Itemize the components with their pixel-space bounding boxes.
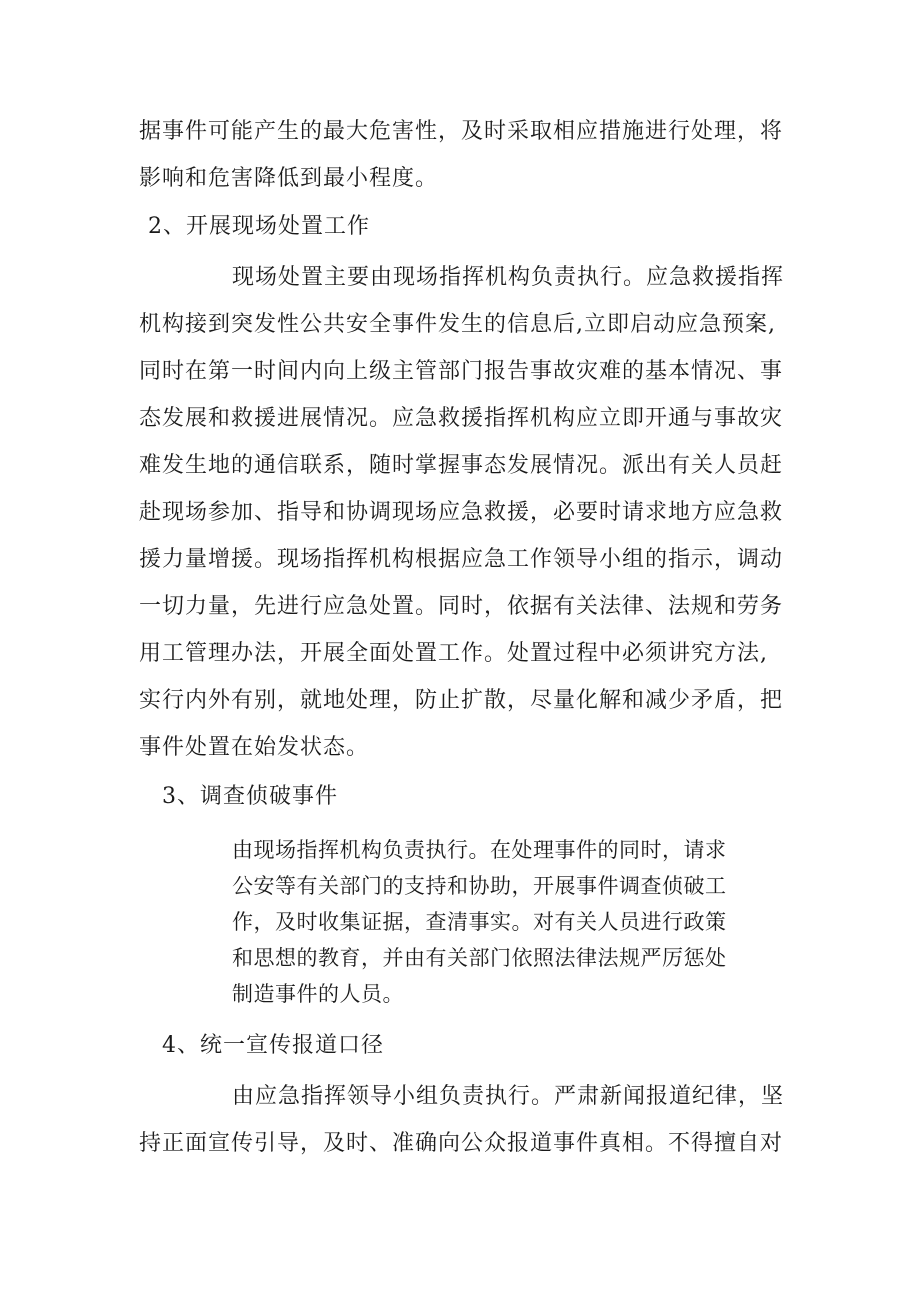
paragraph-line: 难发生地的通信联系，随时掌握事态发展情况。派出有关人员赶 xyxy=(139,453,784,478)
paragraph-line: 赴现场参加、指导和协调现场应急救援，必要时请求地方应急救 xyxy=(139,500,784,525)
section-heading: 3、调查侦破事件 xyxy=(162,784,338,809)
paragraph-line: 据事件可能产生的最大危害性，及时采取相应措施进行处理，将 xyxy=(139,119,784,144)
paragraph-line: 影响和危害降低到最小程度。 xyxy=(139,166,439,191)
paragraph-line: 现场处置主要由现场指挥机构负责执行。应急救援指挥 xyxy=(232,265,785,290)
paragraph-line: 机构接到突发性公共安全事件发生的信息后,立即启动应急预案, xyxy=(139,312,776,337)
paragraph-line: 援力量增援。现场指挥机构根据应急工作领导小组的指示，调动 xyxy=(139,547,784,572)
paragraph-line: 和思想的教育，并由有关部门依照法律法规严厉惩处 xyxy=(232,946,727,970)
paragraph-line: 由应急指挥领导小组负责执行。严肃新闻报道纪律，坚 xyxy=(232,1084,785,1109)
paragraph-line: 制造事件的人员。 xyxy=(232,982,404,1006)
paragraph-line: 态发展和救援进展情况。应急救援指挥机构应立即开通与事故灾 xyxy=(139,406,784,431)
section-heading: 4、统一宣传报道口径 xyxy=(162,1033,384,1058)
section-heading: 2、开展现场处置工作 xyxy=(148,214,370,239)
paragraph-line: 实行内外有别，就地处理，防止扩散，尽量化解和减少矛盾，把 xyxy=(139,688,784,713)
paragraph-line: 事件处置在始发状态。 xyxy=(139,735,370,760)
paragraph-line: 一切力量，先进行应急处置。同时，依据有关法律、法规和劳务 xyxy=(139,594,784,619)
paragraph-line: 作，及时收集证据，查清事实。对有关人员进行政策 xyxy=(232,910,727,934)
paragraph-line: 由现场指挥机构负责执行。在处理事件的同时，请求 xyxy=(232,838,727,862)
paragraph-line: 公安等有关部门的支持和协助，开展事件调查侦破工 xyxy=(232,874,727,898)
paragraph-line: 持正面宣传引导，及时、准确向公众报道事件真相。不得擅自对 xyxy=(139,1131,784,1156)
paragraph-line: 用工管理办法，开展全面处置工作。处置过程中必须讲究方法, xyxy=(139,641,768,666)
paragraph-line: 同时在第一时间内向上级主管部门报告事故灾难的基本情况、事 xyxy=(139,359,784,384)
